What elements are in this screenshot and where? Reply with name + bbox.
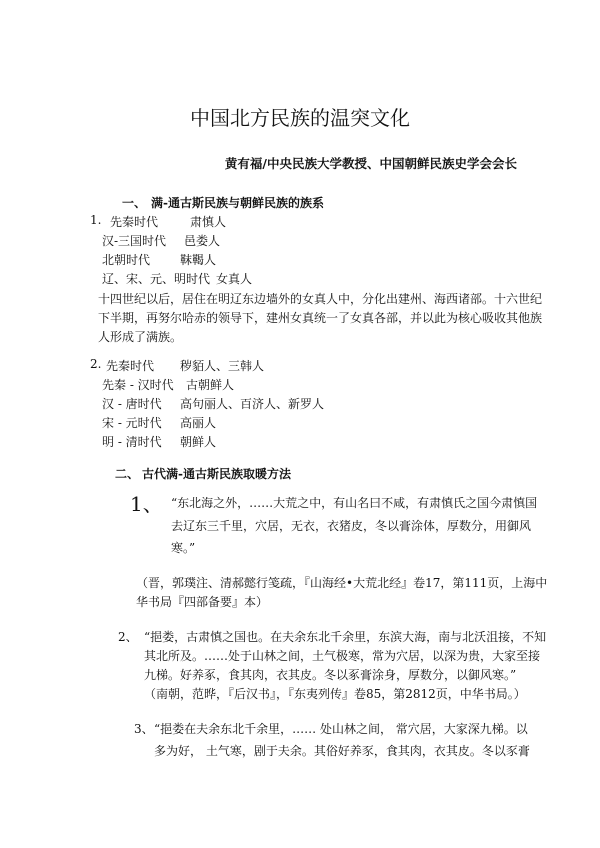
list-2-people: 高句丽人、百济人、新罗人 [180, 397, 325, 411]
list-1-people: 邑娄人 [184, 234, 221, 248]
quote-3-number: 3、 [134, 722, 154, 736]
quote-line: “挹娄在夫余东北千余里，…… 处山林之间， 常穴居，大家深九梯。以 [154, 722, 528, 736]
list-2-number: 2. [90, 357, 102, 371]
quote-line: 九梯。好养豖，食其肉，衣其皮。冬以豖膏涂身，厚数分，以御风寒。” [144, 668, 517, 682]
list-2-people: 高丽人 [180, 416, 217, 430]
document-title: 中国北方民族的温突文化 [190, 106, 410, 130]
citation-line: （南朝，范晔，『后汉书』，『东夷列传』卷85，第2812页，中华书局。） [144, 687, 526, 701]
section-1-heading: 满-通古斯民族与朝鲜民族的族系 [151, 196, 324, 210]
list-2-era: 汉 - 唐时代 [102, 397, 162, 411]
list-1-era: 北朝时代 [102, 253, 151, 267]
paragraph-line: 下半期，再努尔哈赤的领导下，建州女真统一了女真各部，并以此为核心吸收其他族 [98, 311, 543, 325]
paragraph-line: 十四世纪以后，居住在明辽东边墙外的女真人中，分化出建州、海西诸部。十六世纪 [98, 292, 543, 306]
list-1-era: 汉-三国时代 [102, 234, 167, 248]
list-1-people: 女真人 [216, 272, 253, 286]
list-1-people: 靺鞨人 [180, 253, 217, 267]
quote-line: “挹娄，古肃慎之国也。在夫余东北千余里，东滨大海，南与北沃沮接，不知 [144, 630, 547, 644]
quote-2-number: 2、 [118, 630, 138, 644]
section-2-number: 二、 [115, 467, 140, 481]
list-2-era: 宋 - 元时代 [102, 416, 162, 430]
list-2-era: 先秦时代 [106, 359, 155, 373]
citation-line: （晋，郭璞注、清郝懿行笺疏，『山海经•大荒北经』卷17，第111页，上海中 [136, 576, 548, 590]
list-1-era: 辽、宋、元、明时代 [102, 272, 211, 286]
list-2-people: 秽貊人、三韩人 [180, 359, 265, 373]
quote-line: “东北海之外，……大荒之中，有山名曰不咸，有肃慎氏之国今肃慎国 [171, 496, 538, 510]
author-line: 黄有福/中央民族大学教授、中国朝鲜民族史学会会长 [224, 156, 517, 171]
citation-line: 华书局『四部备要』本） [136, 595, 269, 609]
quote-line: 多为好， 土气寒，剧于夫余。其俗好养豕，食其肉，衣其皮。冬以豕膏 [154, 744, 530, 758]
list-2-era: 先秦 - 汉时代 [102, 378, 174, 392]
quote-line: 其北所及。……处于山林之间，土气极寒，常为穴居，以深为贵，大家至接 [144, 649, 541, 663]
paragraph-line: 人形成了满族。 [98, 330, 183, 344]
list-2-people: 古朝鲜人 [186, 378, 235, 392]
quote-line: 去辽东三千里，穴居，无衣，衣猪皮，冬以膏涂体，厚数分，用御风 [171, 519, 532, 533]
quote-line: 寒。” [171, 541, 196, 555]
list-2-people: 朝鲜人 [180, 435, 217, 449]
list-2-era: 明 - 清时代 [102, 435, 162, 449]
section-2-heading: 古代满-通古斯民族取暖方法 [142, 467, 291, 481]
list-1-people: 肃慎人 [190, 215, 227, 229]
list-1-era: 先秦时代 [110, 215, 159, 229]
section-1-number: 一、 [122, 196, 147, 210]
list-1-number: 1. [90, 213, 102, 227]
quote-1-number: 1、 [130, 492, 163, 516]
